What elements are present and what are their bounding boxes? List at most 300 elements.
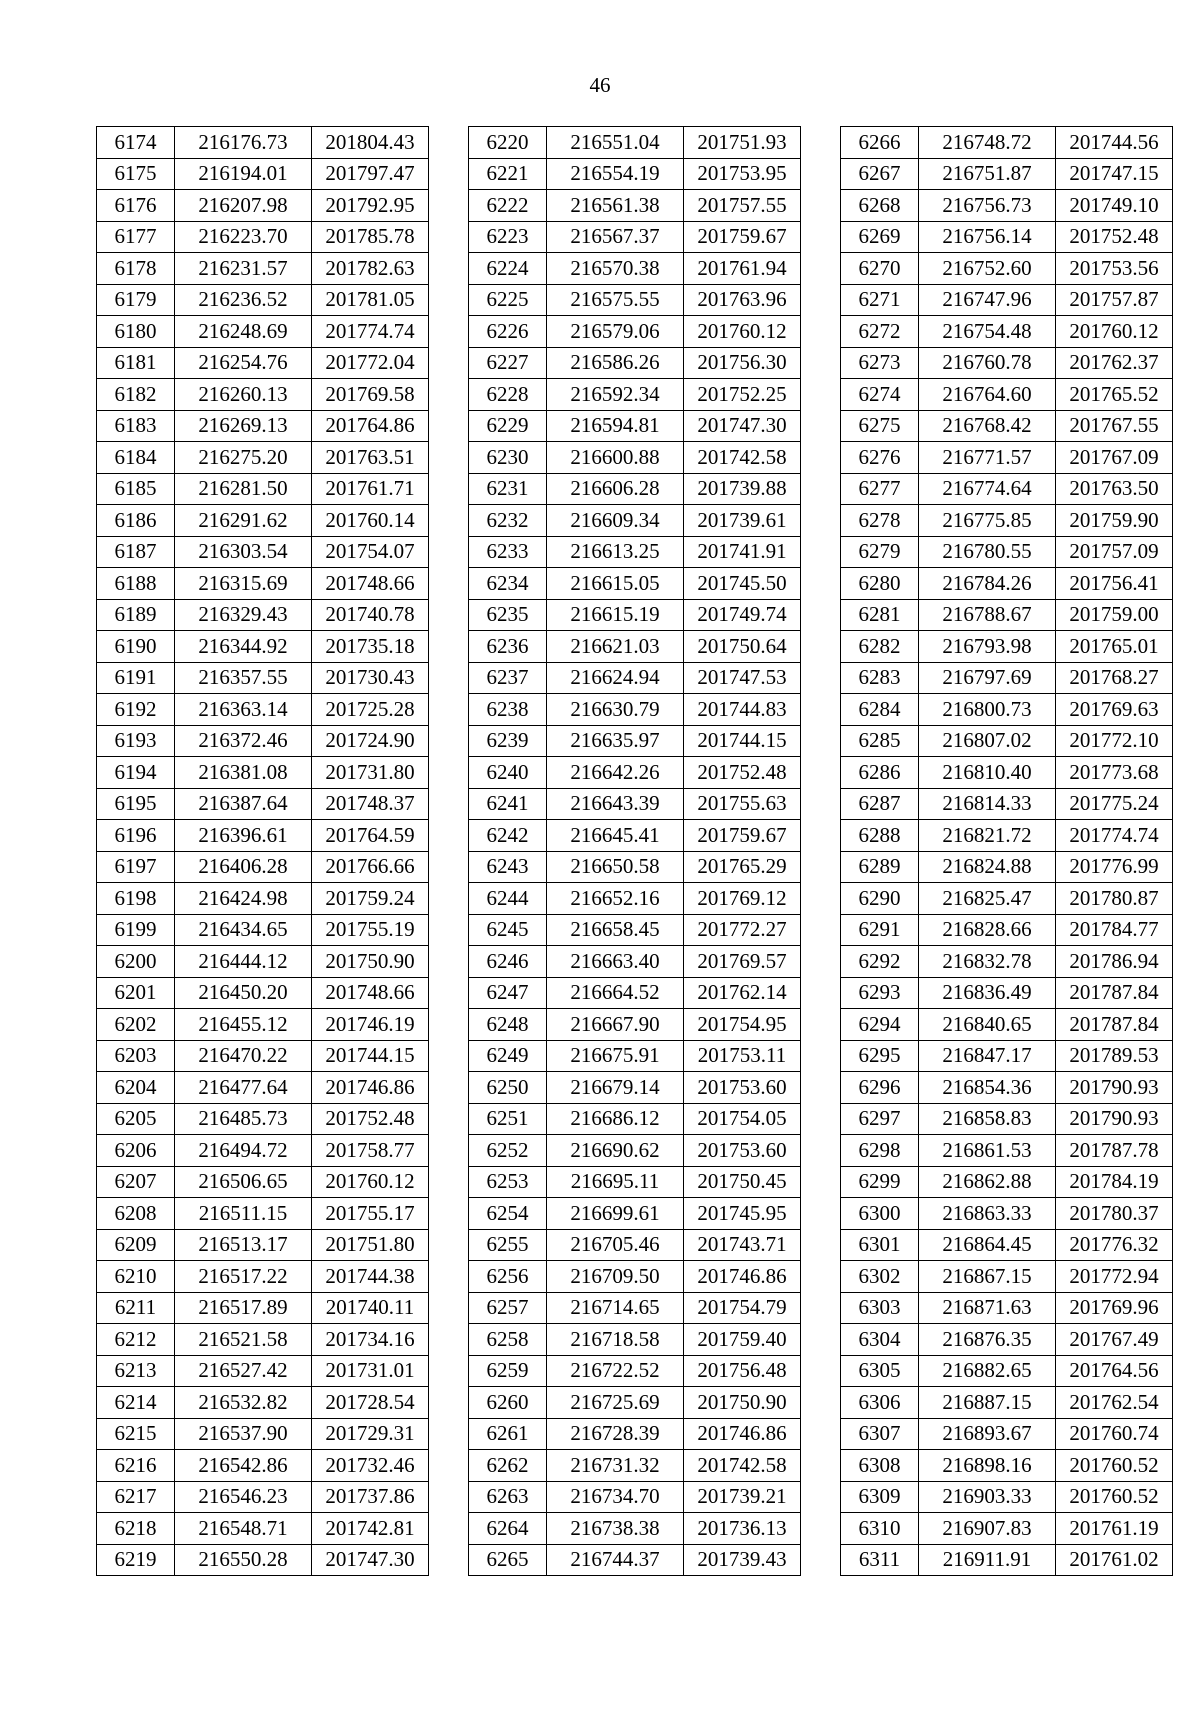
y-coordinate-cell: 201797.47 bbox=[312, 158, 429, 190]
point-id-cell: 6228 bbox=[469, 379, 547, 411]
y-coordinate-cell: 201755.63 bbox=[684, 788, 801, 820]
table-row bbox=[469, 505, 801, 537]
x-coordinate-cell: 216754.48 bbox=[919, 316, 1056, 348]
table-row bbox=[97, 221, 429, 253]
x-coordinate-cell: 216236.52 bbox=[175, 284, 312, 316]
point-id-cell: 6258 bbox=[469, 1324, 547, 1356]
point-id-cell: 6304 bbox=[841, 1324, 919, 1356]
table-row bbox=[97, 158, 429, 190]
table-row bbox=[97, 1544, 429, 1576]
x-coordinate-cell: 216357.55 bbox=[175, 662, 312, 694]
y-coordinate-cell: 201748.37 bbox=[312, 788, 429, 820]
table-row bbox=[97, 757, 429, 789]
point-id-cell: 6255 bbox=[469, 1229, 547, 1261]
point-id-cell: 6238 bbox=[469, 694, 547, 726]
x-coordinate-cell: 216231.57 bbox=[175, 253, 312, 285]
x-coordinate-cell: 216550.28 bbox=[175, 1544, 312, 1576]
point-id-cell: 6278 bbox=[841, 505, 919, 537]
table-row bbox=[841, 599, 1173, 631]
y-coordinate-cell: 201786.94 bbox=[1056, 946, 1173, 978]
table-row bbox=[97, 599, 429, 631]
point-id-cell: 6234 bbox=[469, 568, 547, 600]
y-coordinate-cell: 201759.00 bbox=[1056, 599, 1173, 631]
point-id-cell: 6222 bbox=[469, 190, 547, 222]
x-coordinate-cell: 216705.46 bbox=[547, 1229, 684, 1261]
y-coordinate-cell: 201724.90 bbox=[312, 725, 429, 757]
y-coordinate-cell: 201740.78 bbox=[312, 599, 429, 631]
point-id-cell: 6199 bbox=[97, 914, 175, 946]
point-id-cell: 6212 bbox=[97, 1324, 175, 1356]
table-row bbox=[841, 1544, 1173, 1576]
y-coordinate-cell: 201758.77 bbox=[312, 1135, 429, 1167]
x-coordinate-cell: 216381.08 bbox=[175, 757, 312, 789]
point-id-cell: 6306 bbox=[841, 1387, 919, 1419]
table-row bbox=[841, 1387, 1173, 1419]
x-coordinate-cell: 216594.81 bbox=[547, 410, 684, 442]
x-coordinate-cell: 216751.87 bbox=[919, 158, 1056, 190]
table-row bbox=[841, 190, 1173, 222]
table-row bbox=[469, 284, 801, 316]
point-id-cell: 6249 bbox=[469, 1040, 547, 1072]
y-coordinate-cell: 201763.51 bbox=[312, 442, 429, 474]
y-coordinate-cell: 201752.48 bbox=[1056, 221, 1173, 253]
y-coordinate-cell: 201760.12 bbox=[1056, 316, 1173, 348]
point-id-cell: 6256 bbox=[469, 1261, 547, 1293]
x-coordinate-cell: 216194.01 bbox=[175, 158, 312, 190]
y-coordinate-cell: 201772.04 bbox=[312, 347, 429, 379]
x-coordinate-cell: 216567.37 bbox=[547, 221, 684, 253]
x-coordinate-cell: 216775.85 bbox=[919, 505, 1056, 537]
x-coordinate-cell: 216542.86 bbox=[175, 1450, 312, 1482]
x-coordinate-cell: 216532.82 bbox=[175, 1387, 312, 1419]
x-coordinate-cell: 216788.67 bbox=[919, 599, 1056, 631]
point-id-cell: 6268 bbox=[841, 190, 919, 222]
table-row bbox=[97, 694, 429, 726]
y-coordinate-cell: 201759.67 bbox=[684, 820, 801, 852]
table-row bbox=[469, 662, 801, 694]
y-coordinate-cell: 201755.17 bbox=[312, 1198, 429, 1230]
table-row bbox=[841, 757, 1173, 789]
point-id-cell: 6259 bbox=[469, 1355, 547, 1387]
table-row bbox=[469, 1418, 801, 1450]
y-coordinate-cell: 201742.81 bbox=[312, 1513, 429, 1545]
point-id-cell: 6242 bbox=[469, 820, 547, 852]
table-row bbox=[97, 631, 429, 663]
y-coordinate-cell: 201780.37 bbox=[1056, 1198, 1173, 1230]
x-coordinate-cell: 216907.83 bbox=[919, 1513, 1056, 1545]
y-coordinate-cell: 201804.43 bbox=[312, 127, 429, 159]
table-row bbox=[97, 662, 429, 694]
table-row bbox=[97, 1355, 429, 1387]
x-coordinate-cell: 216615.19 bbox=[547, 599, 684, 631]
table-row bbox=[97, 410, 429, 442]
y-coordinate-cell: 201730.43 bbox=[312, 662, 429, 694]
table-row bbox=[469, 442, 801, 474]
point-id-cell: 6287 bbox=[841, 788, 919, 820]
point-id-cell: 6248 bbox=[469, 1009, 547, 1041]
x-coordinate-cell: 216645.41 bbox=[547, 820, 684, 852]
point-id-cell: 6178 bbox=[97, 253, 175, 285]
table-row bbox=[97, 883, 429, 915]
table-row bbox=[469, 158, 801, 190]
x-coordinate-cell: 216363.14 bbox=[175, 694, 312, 726]
table-row bbox=[469, 1135, 801, 1167]
x-coordinate-cell: 216807.02 bbox=[919, 725, 1056, 757]
point-id-cell: 6266 bbox=[841, 127, 919, 159]
point-id-cell: 6284 bbox=[841, 694, 919, 726]
x-coordinate-cell: 216725.69 bbox=[547, 1387, 684, 1419]
point-id-cell: 6216 bbox=[97, 1450, 175, 1482]
point-id-cell: 6182 bbox=[97, 379, 175, 411]
y-coordinate-cell: 201756.30 bbox=[684, 347, 801, 379]
x-coordinate-cell: 216821.72 bbox=[919, 820, 1056, 852]
y-coordinate-cell: 201780.87 bbox=[1056, 883, 1173, 915]
point-id-cell: 6267 bbox=[841, 158, 919, 190]
x-coordinate-cell: 216784.26 bbox=[919, 568, 1056, 600]
y-coordinate-cell: 201764.86 bbox=[312, 410, 429, 442]
table-row bbox=[841, 127, 1173, 159]
y-coordinate-cell: 201767.09 bbox=[1056, 442, 1173, 474]
table-row bbox=[841, 221, 1173, 253]
table-row bbox=[469, 379, 801, 411]
point-id-cell: 6192 bbox=[97, 694, 175, 726]
y-coordinate-cell: 201744.15 bbox=[684, 725, 801, 757]
x-coordinate-cell: 216652.16 bbox=[547, 883, 684, 915]
x-coordinate-cell: 216554.19 bbox=[547, 158, 684, 190]
x-coordinate-cell: 216664.52 bbox=[547, 977, 684, 1009]
point-id-cell: 6289 bbox=[841, 851, 919, 883]
y-coordinate-cell: 201765.29 bbox=[684, 851, 801, 883]
point-id-cell: 6264 bbox=[469, 1513, 547, 1545]
point-id-cell: 6252 bbox=[469, 1135, 547, 1167]
y-coordinate-cell: 201742.58 bbox=[684, 442, 801, 474]
y-coordinate-cell: 201751.93 bbox=[684, 127, 801, 159]
y-coordinate-cell: 201763.96 bbox=[684, 284, 801, 316]
y-coordinate-cell: 201769.12 bbox=[684, 883, 801, 915]
x-coordinate-cell: 216511.15 bbox=[175, 1198, 312, 1230]
point-id-cell: 6262 bbox=[469, 1450, 547, 1482]
x-coordinate-cell: 216898.16 bbox=[919, 1450, 1056, 1482]
table-row bbox=[97, 1481, 429, 1513]
table-row bbox=[469, 851, 801, 883]
x-coordinate-cell: 216406.28 bbox=[175, 851, 312, 883]
table-row bbox=[97, 379, 429, 411]
y-coordinate-cell: 201744.15 bbox=[312, 1040, 429, 1072]
x-coordinate-cell: 216862.88 bbox=[919, 1166, 1056, 1198]
y-coordinate-cell: 201764.56 bbox=[1056, 1355, 1173, 1387]
y-coordinate-cell: 201751.80 bbox=[312, 1229, 429, 1261]
point-id-cell: 6235 bbox=[469, 599, 547, 631]
x-coordinate-cell: 216760.78 bbox=[919, 347, 1056, 379]
y-coordinate-cell: 201772.27 bbox=[684, 914, 801, 946]
x-coordinate-cell: 216344.92 bbox=[175, 631, 312, 663]
point-id-cell: 6243 bbox=[469, 851, 547, 883]
point-id-cell: 6250 bbox=[469, 1072, 547, 1104]
x-coordinate-cell: 216734.70 bbox=[547, 1481, 684, 1513]
x-coordinate-cell: 216867.15 bbox=[919, 1261, 1056, 1293]
y-coordinate-cell: 201747.30 bbox=[312, 1544, 429, 1576]
point-id-cell: 6177 bbox=[97, 221, 175, 253]
x-coordinate-cell: 216800.73 bbox=[919, 694, 1056, 726]
point-id-cell: 6307 bbox=[841, 1418, 919, 1450]
point-id-cell: 6195 bbox=[97, 788, 175, 820]
x-coordinate-cell: 216303.54 bbox=[175, 536, 312, 568]
table-row bbox=[469, 568, 801, 600]
y-coordinate-cell: 201752.48 bbox=[312, 1103, 429, 1135]
x-coordinate-cell: 216485.73 bbox=[175, 1103, 312, 1135]
x-coordinate-cell: 216635.97 bbox=[547, 725, 684, 757]
table-row bbox=[97, 914, 429, 946]
x-coordinate-cell: 216728.39 bbox=[547, 1418, 684, 1450]
y-coordinate-cell: 201760.12 bbox=[312, 1166, 429, 1198]
x-coordinate-cell: 216434.65 bbox=[175, 914, 312, 946]
table-row bbox=[841, 914, 1173, 946]
table-row bbox=[97, 473, 429, 505]
y-coordinate-cell: 201749.74 bbox=[684, 599, 801, 631]
y-coordinate-cell: 201753.11 bbox=[684, 1040, 801, 1072]
table-row bbox=[469, 473, 801, 505]
point-id-cell: 6227 bbox=[469, 347, 547, 379]
y-coordinate-cell: 201764.59 bbox=[312, 820, 429, 852]
x-coordinate-cell: 216836.49 bbox=[919, 977, 1056, 1009]
x-coordinate-cell: 216609.34 bbox=[547, 505, 684, 537]
x-coordinate-cell: 216606.28 bbox=[547, 473, 684, 505]
table-row bbox=[841, 1040, 1173, 1072]
table-row bbox=[97, 1387, 429, 1419]
y-coordinate-cell: 201746.19 bbox=[312, 1009, 429, 1041]
point-id-cell: 6232 bbox=[469, 505, 547, 537]
table-row bbox=[469, 1072, 801, 1104]
point-id-cell: 6301 bbox=[841, 1229, 919, 1261]
y-coordinate-cell: 201785.78 bbox=[312, 221, 429, 253]
point-id-cell: 6176 bbox=[97, 190, 175, 222]
table-row bbox=[97, 1324, 429, 1356]
table-row bbox=[841, 1513, 1173, 1545]
point-id-cell: 6295 bbox=[841, 1040, 919, 1072]
table-row bbox=[469, 253, 801, 285]
table-row bbox=[97, 536, 429, 568]
point-id-cell: 6269 bbox=[841, 221, 919, 253]
table-row bbox=[469, 190, 801, 222]
x-coordinate-cell: 216630.79 bbox=[547, 694, 684, 726]
point-id-cell: 6279 bbox=[841, 536, 919, 568]
table-row bbox=[841, 1103, 1173, 1135]
point-id-cell: 6299 bbox=[841, 1166, 919, 1198]
y-coordinate-cell: 201753.95 bbox=[684, 158, 801, 190]
point-id-cell: 6209 bbox=[97, 1229, 175, 1261]
point-id-cell: 6300 bbox=[841, 1198, 919, 1230]
table-row bbox=[841, 851, 1173, 883]
x-coordinate-cell: 216315.69 bbox=[175, 568, 312, 600]
point-id-cell: 6263 bbox=[469, 1481, 547, 1513]
y-coordinate-cell: 201765.01 bbox=[1056, 631, 1173, 663]
x-coordinate-cell: 216586.26 bbox=[547, 347, 684, 379]
y-coordinate-cell: 201792.95 bbox=[312, 190, 429, 222]
x-coordinate-cell: 216793.98 bbox=[919, 631, 1056, 663]
point-id-cell: 6309 bbox=[841, 1481, 919, 1513]
x-coordinate-cell: 216663.40 bbox=[547, 946, 684, 978]
y-coordinate-cell: 201784.19 bbox=[1056, 1166, 1173, 1198]
table-row bbox=[97, 190, 429, 222]
x-coordinate-cell: 216695.11 bbox=[547, 1166, 684, 1198]
table-row bbox=[97, 1450, 429, 1482]
table-row bbox=[469, 1229, 801, 1261]
y-coordinate-cell: 201775.24 bbox=[1056, 788, 1173, 820]
point-id-cell: 6254 bbox=[469, 1198, 547, 1230]
point-id-cell: 6244 bbox=[469, 883, 547, 915]
table-row bbox=[841, 442, 1173, 474]
point-id-cell: 6283 bbox=[841, 662, 919, 694]
point-id-cell: 6241 bbox=[469, 788, 547, 820]
y-coordinate-cell: 201765.52 bbox=[1056, 379, 1173, 411]
point-id-cell: 6213 bbox=[97, 1355, 175, 1387]
x-coordinate-cell: 216624.94 bbox=[547, 662, 684, 694]
point-id-cell: 6202 bbox=[97, 1009, 175, 1041]
point-id-cell: 6239 bbox=[469, 725, 547, 757]
table-row bbox=[841, 505, 1173, 537]
point-id-cell: 6210 bbox=[97, 1261, 175, 1293]
point-id-cell: 6181 bbox=[97, 347, 175, 379]
point-id-cell: 6303 bbox=[841, 1292, 919, 1324]
y-coordinate-cell: 201769.63 bbox=[1056, 694, 1173, 726]
x-coordinate-cell: 216424.98 bbox=[175, 883, 312, 915]
table-row bbox=[97, 1166, 429, 1198]
table-row bbox=[841, 788, 1173, 820]
point-id-cell: 6305 bbox=[841, 1355, 919, 1387]
x-coordinate-cell: 216372.46 bbox=[175, 725, 312, 757]
table-row bbox=[841, 662, 1173, 694]
x-coordinate-cell: 216893.67 bbox=[919, 1418, 1056, 1450]
x-coordinate-cell: 216517.22 bbox=[175, 1261, 312, 1293]
x-coordinate-cell: 216643.39 bbox=[547, 788, 684, 820]
y-coordinate-cell: 201761.19 bbox=[1056, 1513, 1173, 1545]
point-id-cell: 6233 bbox=[469, 536, 547, 568]
point-id-cell: 6189 bbox=[97, 599, 175, 631]
y-coordinate-cell: 201782.63 bbox=[312, 253, 429, 285]
y-coordinate-cell: 201772.10 bbox=[1056, 725, 1173, 757]
point-id-cell: 6294 bbox=[841, 1009, 919, 1041]
x-coordinate-cell: 216575.55 bbox=[547, 284, 684, 316]
table-row bbox=[841, 158, 1173, 190]
table-row bbox=[841, 1009, 1173, 1041]
point-id-cell: 6221 bbox=[469, 158, 547, 190]
x-coordinate-cell: 216387.64 bbox=[175, 788, 312, 820]
point-id-cell: 6180 bbox=[97, 316, 175, 348]
y-coordinate-cell: 201749.10 bbox=[1056, 190, 1173, 222]
table-row bbox=[841, 1198, 1173, 1230]
table-row bbox=[97, 253, 429, 285]
point-id-cell: 6253 bbox=[469, 1166, 547, 1198]
coordinate-table-2 bbox=[468, 126, 801, 1576]
point-id-cell: 6285 bbox=[841, 725, 919, 757]
y-coordinate-cell: 201761.71 bbox=[312, 473, 429, 505]
y-coordinate-cell: 201784.77 bbox=[1056, 914, 1173, 946]
point-id-cell: 6275 bbox=[841, 410, 919, 442]
x-coordinate-cell: 216863.33 bbox=[919, 1198, 1056, 1230]
x-coordinate-cell: 216832.78 bbox=[919, 946, 1056, 978]
y-coordinate-cell: 201753.56 bbox=[1056, 253, 1173, 285]
point-id-cell: 6196 bbox=[97, 820, 175, 852]
table-row bbox=[469, 788, 801, 820]
point-id-cell: 6205 bbox=[97, 1103, 175, 1135]
point-id-cell: 6286 bbox=[841, 757, 919, 789]
x-coordinate-cell: 216731.32 bbox=[547, 1450, 684, 1482]
y-coordinate-cell: 201746.86 bbox=[684, 1418, 801, 1450]
x-coordinate-cell: 216876.35 bbox=[919, 1324, 1056, 1356]
x-coordinate-cell: 216527.42 bbox=[175, 1355, 312, 1387]
table-row bbox=[841, 1324, 1173, 1356]
point-id-cell: 6204 bbox=[97, 1072, 175, 1104]
y-coordinate-cell: 201732.46 bbox=[312, 1450, 429, 1482]
x-coordinate-cell: 216718.58 bbox=[547, 1324, 684, 1356]
table-row bbox=[841, 1355, 1173, 1387]
y-coordinate-cell: 201767.49 bbox=[1056, 1324, 1173, 1356]
point-id-cell: 6186 bbox=[97, 505, 175, 537]
y-coordinate-cell: 201735.18 bbox=[312, 631, 429, 663]
point-id-cell: 6198 bbox=[97, 883, 175, 915]
table-row bbox=[841, 1072, 1173, 1104]
y-coordinate-cell: 201744.83 bbox=[684, 694, 801, 726]
table-row bbox=[841, 1481, 1173, 1513]
point-id-cell: 6265 bbox=[469, 1544, 547, 1576]
y-coordinate-cell: 201748.66 bbox=[312, 568, 429, 600]
x-coordinate-cell: 216615.05 bbox=[547, 568, 684, 600]
y-coordinate-cell: 201743.71 bbox=[684, 1229, 801, 1261]
y-coordinate-cell: 201762.14 bbox=[684, 977, 801, 1009]
x-coordinate-cell: 216254.76 bbox=[175, 347, 312, 379]
y-coordinate-cell: 201767.55 bbox=[1056, 410, 1173, 442]
table-row bbox=[97, 725, 429, 757]
x-coordinate-cell: 216864.45 bbox=[919, 1229, 1056, 1261]
x-coordinate-cell: 216176.73 bbox=[175, 127, 312, 159]
point-id-cell: 6277 bbox=[841, 473, 919, 505]
point-id-cell: 6217 bbox=[97, 1481, 175, 1513]
table-row bbox=[841, 725, 1173, 757]
point-id-cell: 6246 bbox=[469, 946, 547, 978]
point-id-cell: 6297 bbox=[841, 1103, 919, 1135]
y-coordinate-cell: 201747.53 bbox=[684, 662, 801, 694]
table-row bbox=[469, 1544, 801, 1576]
x-coordinate-cell: 216780.55 bbox=[919, 536, 1056, 568]
table-row bbox=[97, 1198, 429, 1230]
table-row bbox=[469, 221, 801, 253]
x-coordinate-cell: 216771.57 bbox=[919, 442, 1056, 474]
y-coordinate-cell: 201769.57 bbox=[684, 946, 801, 978]
x-coordinate-cell: 216714.65 bbox=[547, 1292, 684, 1324]
table-row bbox=[97, 284, 429, 316]
point-id-cell: 6190 bbox=[97, 631, 175, 663]
y-coordinate-cell: 201747.15 bbox=[1056, 158, 1173, 190]
table-row bbox=[97, 1229, 429, 1261]
point-id-cell: 6223 bbox=[469, 221, 547, 253]
table-row bbox=[841, 1135, 1173, 1167]
point-id-cell: 6218 bbox=[97, 1513, 175, 1545]
x-coordinate-cell: 216561.38 bbox=[547, 190, 684, 222]
x-coordinate-cell: 216579.06 bbox=[547, 316, 684, 348]
table-row bbox=[841, 1261, 1173, 1293]
x-coordinate-cell: 216748.72 bbox=[919, 127, 1056, 159]
x-coordinate-cell: 216882.65 bbox=[919, 1355, 1056, 1387]
y-coordinate-cell: 201754.07 bbox=[312, 536, 429, 568]
y-coordinate-cell: 201745.50 bbox=[684, 568, 801, 600]
point-id-cell: 6293 bbox=[841, 977, 919, 1009]
point-id-cell: 6184 bbox=[97, 442, 175, 474]
y-coordinate-cell: 201787.84 bbox=[1056, 1009, 1173, 1041]
table-row bbox=[97, 127, 429, 159]
y-coordinate-cell: 201757.09 bbox=[1056, 536, 1173, 568]
table-row bbox=[469, 1040, 801, 1072]
y-coordinate-cell: 201729.31 bbox=[312, 1418, 429, 1450]
